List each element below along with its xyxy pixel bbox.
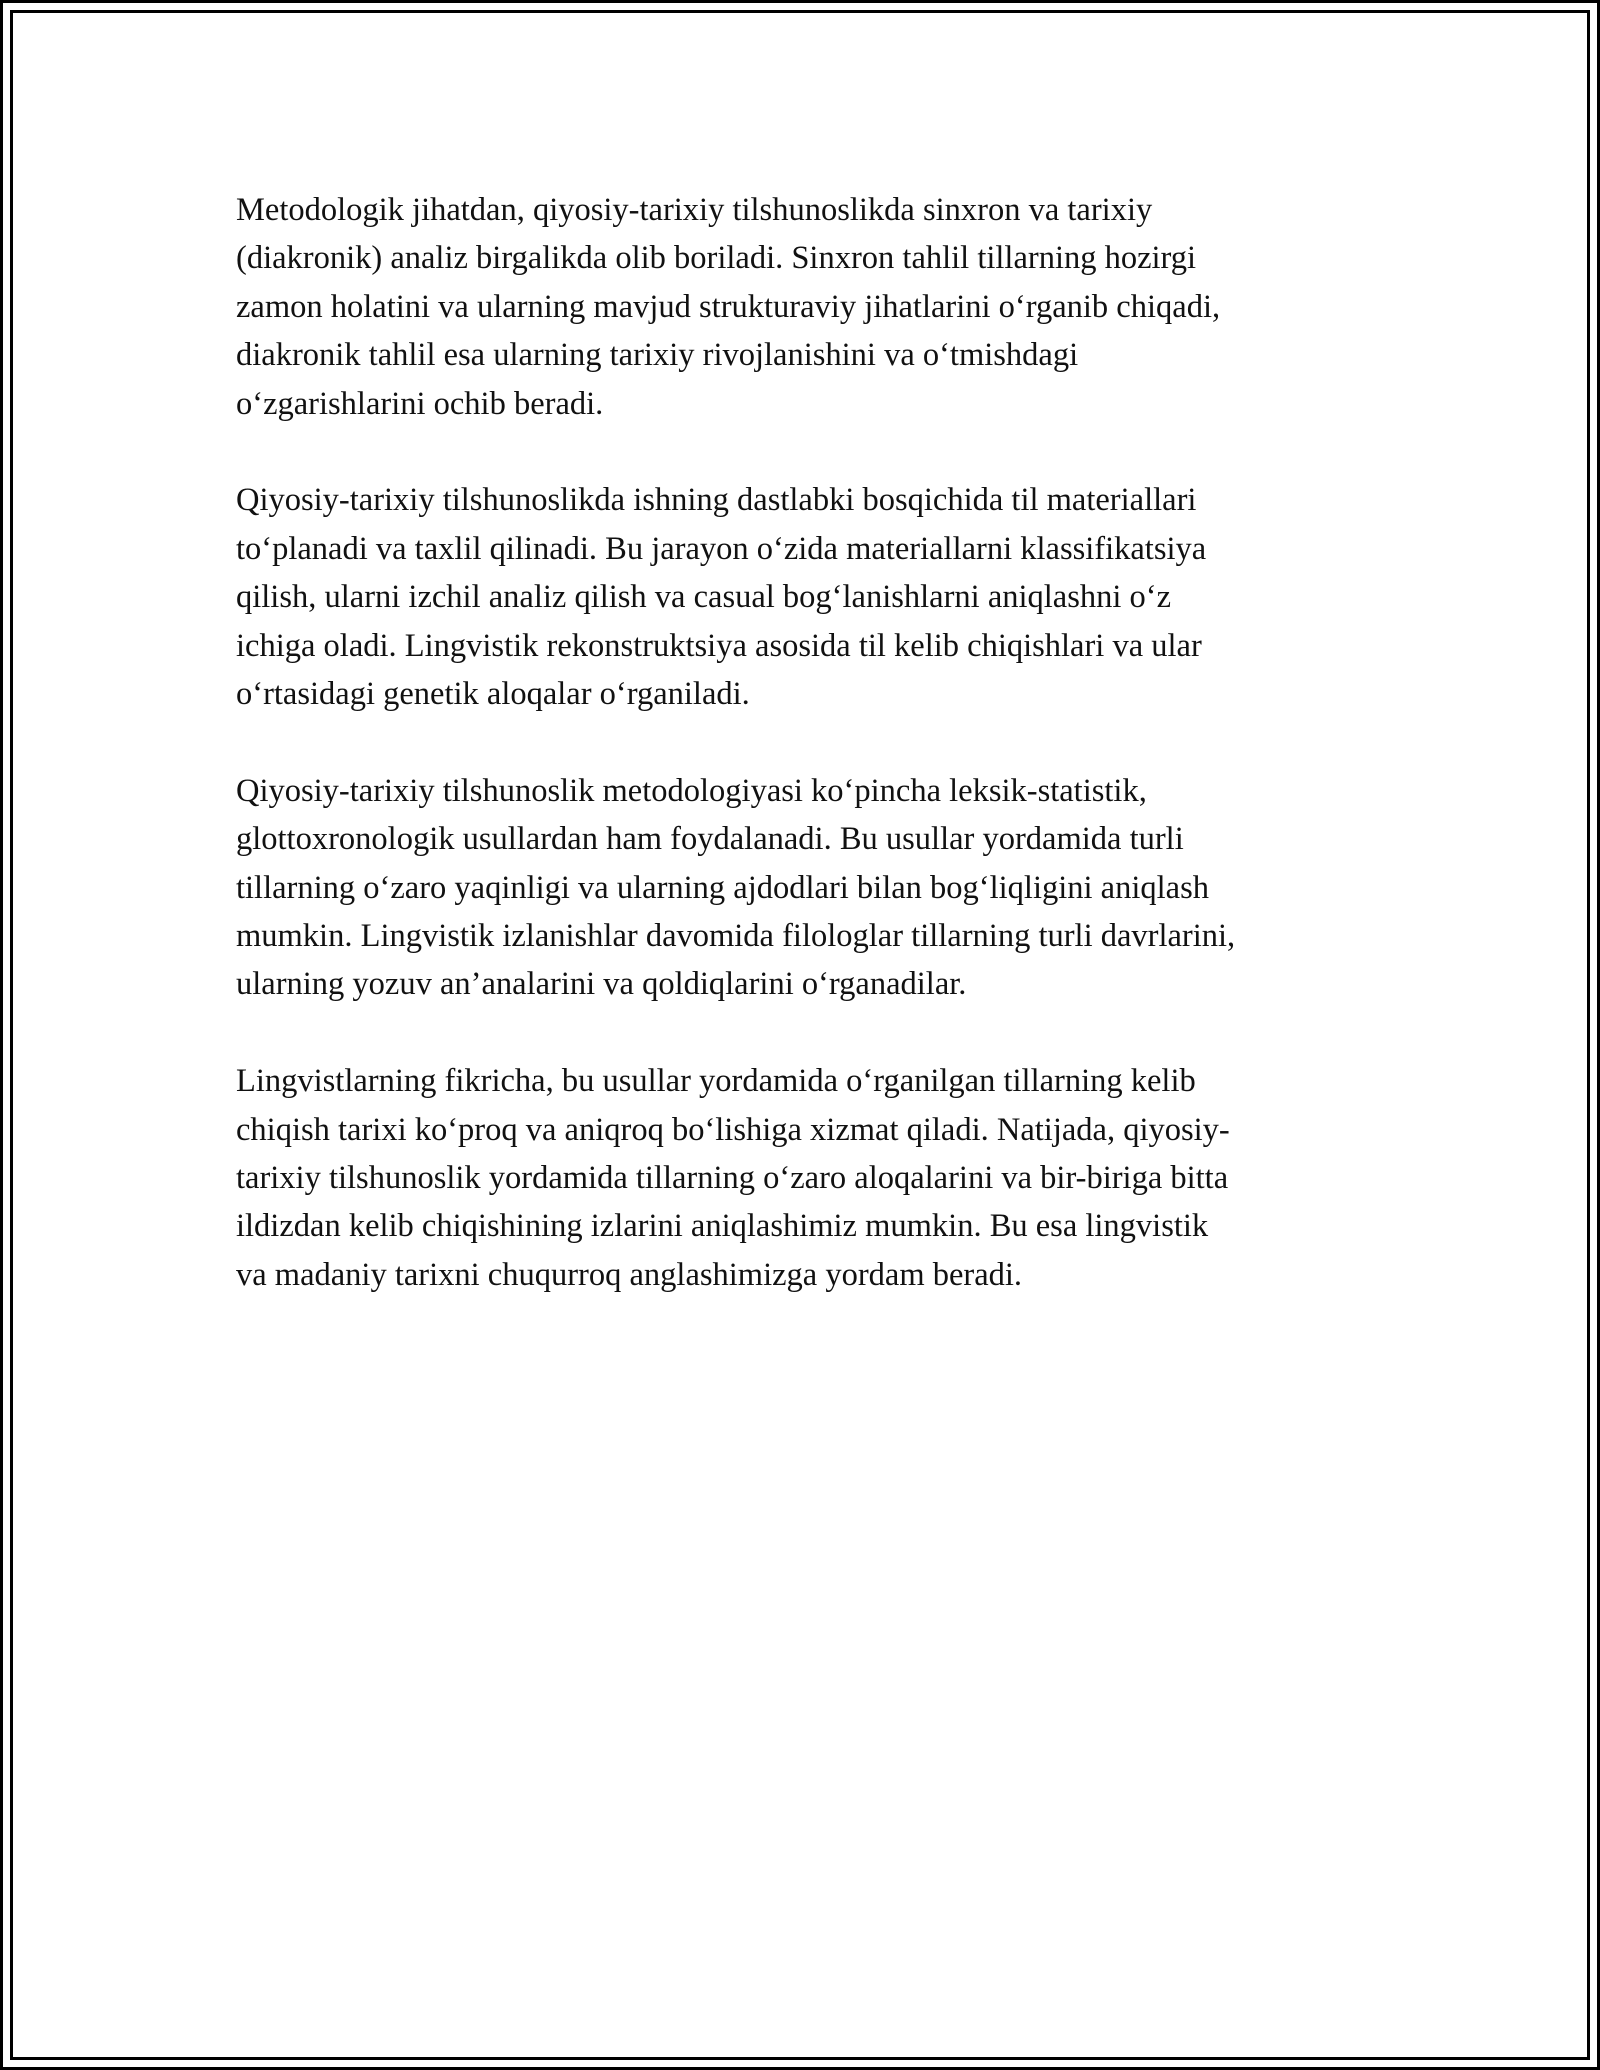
document-body [236, 186, 1376, 1348]
text-line: Qiyosiy-tarixiy tilshunoslikda ishning dastlabki bosqichida til materiallari [236, 482, 1197, 519]
paragraph-2 [236, 476, 1376, 718]
text-line: o‘rtasidagi genetik aloqalar o‘rganiladi. [236, 676, 750, 713]
text-line: o‘zgarishlarini ochib beradi. [236, 385, 604, 422]
text-line: Lingvistlarning fikricha, bu usullar yordamida o‘rganilgan tillarning kelib [236, 1063, 1196, 1100]
paragraph-3 [236, 767, 1376, 1009]
text-line: tarixiy tilshunoslik yordamida tillarning o‘zaro aloqalarini va bir-biriga bitta [236, 1160, 1229, 1197]
text-line: diakronik tahlil esa ularning tarixiy rivojlanishini va o‘tmishdagi [236, 337, 1079, 374]
text-line: (diakronik) analiz birgalikda olib boriladi. Sinxron tahlil tillarning hozirgi [236, 240, 1197, 277]
text-line: ularning yozuv an’analarini va qoldiqlarini o‘rganadilar. [236, 966, 967, 1003]
text-line: qilish, ularni izchil analiz qilish va casual bog‘lanishlarni aniqlashni o‘z [236, 579, 1172, 616]
text-line: ichiga oladi. Lingvistik rekonstruktsiya asosida til kelib chiqishlari va ular [236, 627, 1202, 664]
text-line: tillarning o‘zaro yaqinligi va ularning ajdodlari bilan bog‘liqligini aniqlash [236, 869, 1209, 906]
text-line: ildizdan kelib chiqishining izlarini aniqlashimiz mumkin. Bu esa lingvistik [236, 1208, 1209, 1245]
text-line: chiqish tarixi ko‘proq va aniqroq bo‘lishiga xizmat qiladi. Natijada, qiyosiy- [236, 1111, 1230, 1148]
text-line: Metodologik jihatdan, qiyosiy-tarixiy tilshunoslikda sinxron va tarixiy [236, 192, 1153, 228]
text-line: zamon holatini va ularning mavjud strukturaviy jihatlarini o‘rganib chiqadi, [236, 288, 1221, 325]
text-line: glottoxronologik usullardan ham foydalanadi. Bu usullar yordamida turli [236, 821, 1184, 858]
text-line: va madaniy tarixni chuqurroq anglashimizga yordam beradi. [236, 1256, 1023, 1293]
text-line: Qiyosiy-tarixiy tilshunoslik metodologiyasi ko‘pincha leksik-statistik, [236, 772, 1147, 809]
paragraph-4 [236, 1057, 1376, 1299]
text-line: to‘planadi va taxlil qilinadi. Bu jarayon o‘zida materiallarni klassifikatsiya [236, 530, 1207, 567]
text-line: mumkin. Lingvistik izlanishlar davomida filologlar tillarning turli davrlarini, [236, 918, 1236, 955]
paragraph-1 [236, 186, 1376, 428]
